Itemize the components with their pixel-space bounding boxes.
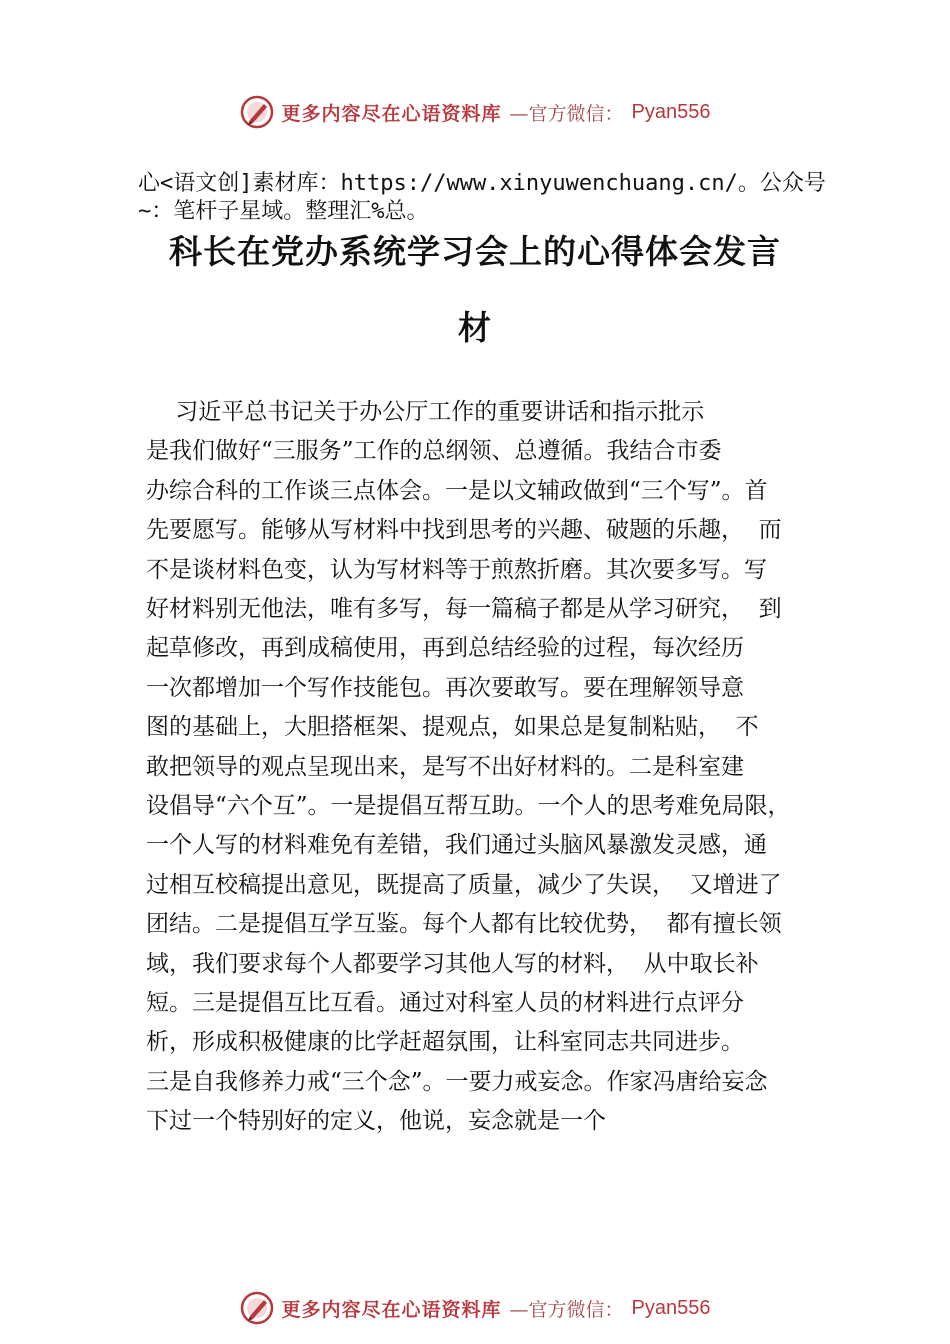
body-line: 起草修改，再到成稿使用，再到总结经验的过程，每次经历 — [146, 635, 744, 662]
footer-banner — [0, 1288, 950, 1328]
body-line: 析，形成积极健康的比学赶超氛围，让科室同志共同进步。 — [146, 1029, 744, 1056]
body-line: 敢把领导的观点呈现出来，是写不出好材料的。二是科室建 — [146, 753, 744, 780]
wechat-id: Pyan556 — [631, 100, 711, 123]
body-line: 下过一个特别好的定义，他说，妄念就是一个 — [146, 1108, 606, 1135]
body-line: 一个人写的材料难免有差错，我们通过头脑风暴激发灵感，通 — [146, 832, 767, 859]
body-line: 短。三是提倡互比互看。通过对科室人员的材料进行点评分 — [146, 990, 744, 1016]
source-note: 心<语文创]素材库：https://www.xinyuwenchuang.cn/。公众号~：笔杆子星域。整理汇%总。 — [138, 171, 826, 224]
document-title-line-1: 科长在党办系统学习会上的心得体会发言 — [169, 232, 781, 271]
body-line: 是我们做好“三服务”工作的总纲领、总遵循。我结合市委 — [146, 438, 722, 465]
body-line: 办综合科的工作谈三点体会。一是以文辅政做到“三个写”。首 — [146, 477, 768, 504]
body-line: 好材料别无他法，唯有多写，每一篇稿子都是从学习研究， 到 — [146, 596, 782, 622]
body-line: 过相互校稿提出意见，既提高了质量，减少了失误， 又增进了 — [146, 871, 782, 898]
body-line: 三是自我修养力戒“三个念”。一要力戒妄念。作家冯唐给妄念 — [146, 1068, 768, 1095]
banner-separator: —官方微信： — [509, 1298, 624, 1321]
body-line: 设倡导“六个互”。一是提倡互帮互助。一个人的思考难免局限， — [146, 793, 791, 819]
body-line: 一次都增加一个写作技能包。再次要敢写。要在理解领导意 — [146, 674, 744, 701]
pen-seal-icon — [240, 95, 274, 129]
document-title-line-2: 材 — [458, 308, 492, 347]
body-line: 团结。二是提倡互学互鉴。每个人都有比较优势， 都有擅长领 — [146, 911, 782, 938]
body-line: 先要愿写。能够从写材料中找到思考的兴趣、破题的乐趣， 而 — [146, 517, 782, 544]
banner-text: 更多内容尽在心语资料库 — [281, 102, 502, 125]
header-banner — [0, 92, 950, 132]
body-line: 习近平总书记关于办公厅工作的重要讲话和指示批示 — [146, 399, 705, 425]
pen-seal-icon — [240, 1291, 274, 1325]
banner-text: 更多内容尽在心语资料库 — [281, 1298, 502, 1321]
body-line: 不是谈材料色变，认为写材料等于煎熬折磨。其次要多写。写 — [146, 556, 767, 583]
wechat-id: Pyan556 — [631, 1296, 711, 1319]
body-line: 域，我们要求每个人都要学习其他人写的材料， 从中取长补 — [146, 950, 759, 977]
banner-separator: —官方微信： — [509, 102, 624, 125]
body-line: 图的基础上，大胆搭框架、提观点，如果总是复制粘贴， 不 — [146, 714, 759, 741]
